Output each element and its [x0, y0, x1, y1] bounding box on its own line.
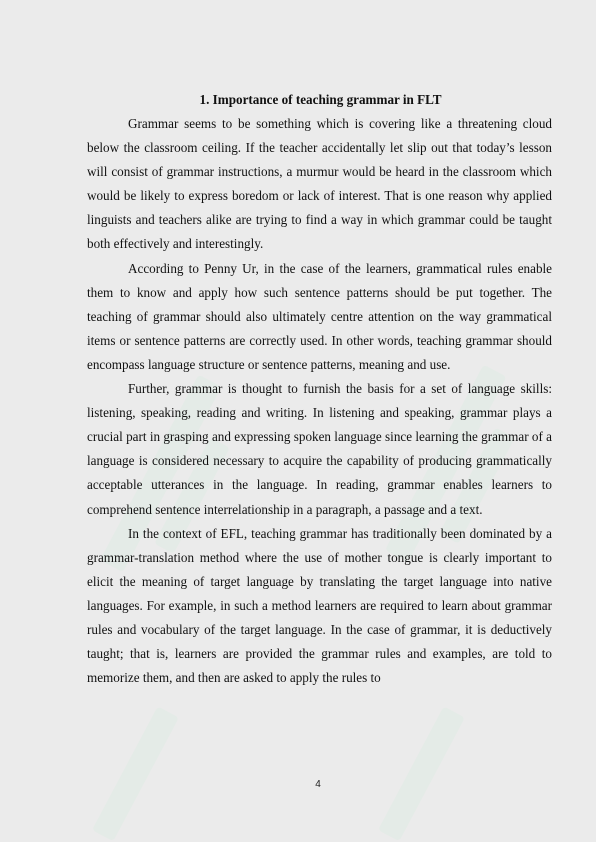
page-number: 4 — [315, 779, 321, 790]
section-heading: 1. Importance of teaching grammar in FLT — [199, 92, 442, 107]
paragraph: Grammar seems to be something which is covering like a threatening cloud below the classroom ceiling. If the teacher accidentally let slip out that today’s lesson will consist of grammar instructions, a murmur would be heard in the classroom which would be likely to express boredom or lack of interest. That is one reason why applied linguists and teachers alike are trying to find a way in which grammar could be taught both effectively and interestingly. — [87, 116, 552, 252]
paragraph: Further, grammar is thought to furnish the basis for a set of language skills: listening, speaking, reading and writing. In listening and speaking, grammar plays a crucial part in grasping and expressing spoken language since learning the grammar of a language is considered necessary to acquire the capability of producing grammatically acceptable utterances in the language. In reading, grammar enables learners to comprehend sentence interrelationship in a paragraph, a passage and a text. — [87, 381, 552, 517]
paragraph: According to Penny Ur, in the case of the learners, grammatical rules enable them to know and apply how such sentence patterns should be put together. The teaching of grammar should also ultimately centre attention on the way grammatical items or sentence patterns are correctly used. In other words, teaching grammar should encompass language structure or sentence patterns, meaning and use. — [87, 260, 552, 372]
paragraph: In the context of EFL, teaching grammar has traditionally been dominated by a grammar-translation method where the use of mother tongue is clearly important to elicit the meaning of target language by translating the target language into native languages. For example, in such a method learners are required to learn about grammar rules and vocabulary of the target language. In the case of grammar, it is deductively taught; that is, learners are provided the grammar rules and examples, are told to memorize them, and then are asked to apply the rules to — [87, 525, 552, 686]
document-body — [87, 90, 552, 690]
